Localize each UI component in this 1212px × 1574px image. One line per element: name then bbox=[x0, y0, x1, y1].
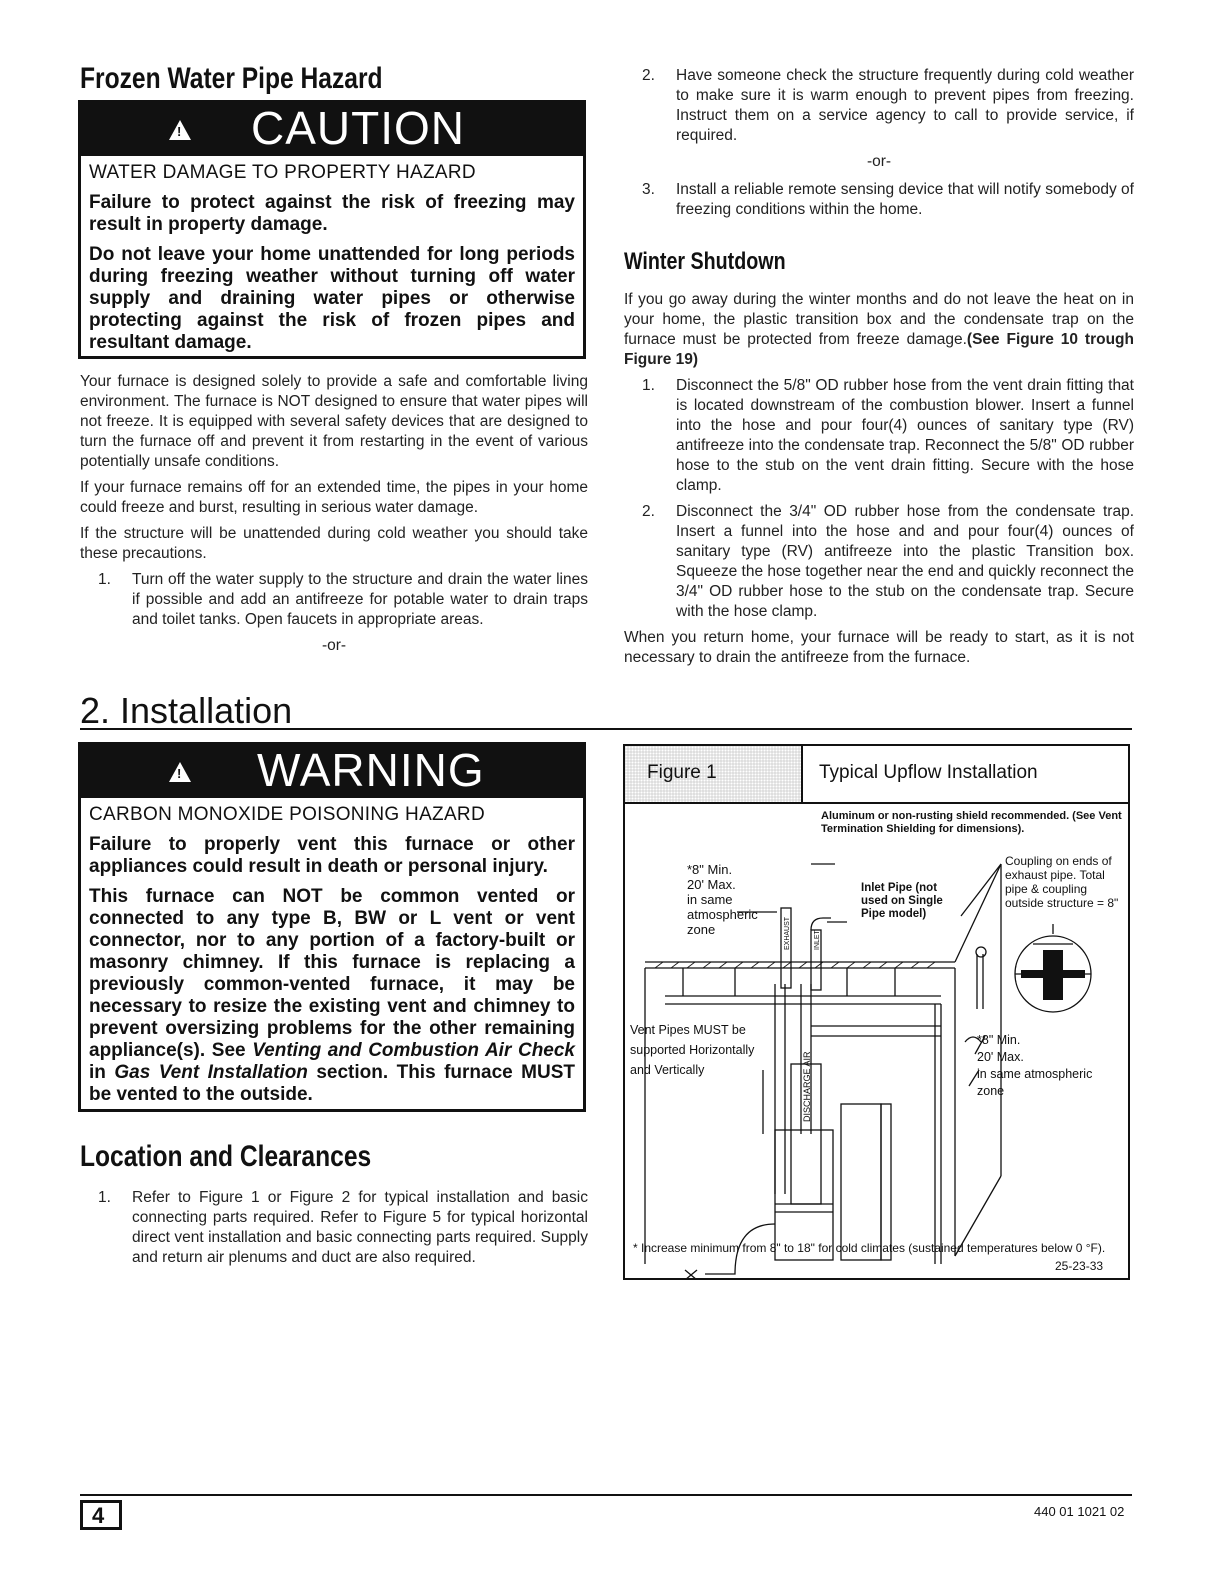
inlet-label: INLET bbox=[814, 930, 821, 950]
caution-word: CAUTION bbox=[251, 102, 465, 154]
caution-bar bbox=[81, 100, 583, 156]
exhaust-label: EXHAUST bbox=[784, 916, 791, 950]
warning-triangle-icon bbox=[169, 120, 191, 140]
step-text: Install a reliable remote sensing device that will notify somebody of freezing conditions within the home. bbox=[676, 181, 1134, 218]
winter-heading: Winter Shutdown bbox=[624, 248, 786, 275]
warning-text-1: Failure to properly vent this furnace or other appliances could result in death or personal injury. bbox=[89, 834, 575, 877]
frozen-heading: Frozen Water Pipe Hazard bbox=[80, 62, 383, 95]
figure-code: 25-23-33 bbox=[1055, 1259, 1104, 1273]
winter-figure-ref: (See Figure 10 trough Figure 19) bbox=[624, 331, 1134, 368]
section-rule bbox=[80, 728, 1132, 730]
step-number: 3. bbox=[642, 181, 655, 198]
warning-text-2 bbox=[89, 886, 575, 1106]
page-number: 4 bbox=[92, 1503, 105, 1528]
warning-box bbox=[78, 742, 586, 1112]
location-step-1 bbox=[80, 1188, 588, 1268]
winter-intro bbox=[624, 290, 1134, 370]
vent-support-note: Vent Pipes MUST be supported Horizontally and Vertically bbox=[630, 1023, 755, 1077]
winter-step-2 bbox=[624, 502, 1134, 622]
or-separator-2: -or- bbox=[866, 153, 892, 170]
warning-text-2b: in bbox=[89, 1062, 115, 1083]
warning-triangle-icon bbox=[169, 762, 191, 782]
step-text: Turn off the water supply to the structure and drain the water lines if possible and add an antifreeze for potable water to drain traps and toilet tanks. Open faucets in appropriate areas. bbox=[132, 571, 588, 628]
figure-tab-label: Figure 1 bbox=[647, 762, 717, 783]
step-number: 1. bbox=[98, 1189, 111, 1206]
winter-intro-text: If you go away during the winter months and do not leave the heat on in your home, the plastic transition box and the condensate trap on the furnace must be protected from freeze damage. bbox=[624, 291, 1134, 348]
step-number: 2. bbox=[642, 67, 655, 84]
doc-number: 440 01 1021 02 bbox=[1034, 1504, 1125, 1519]
return-duct bbox=[841, 1104, 881, 1260]
venting-check-ref: Venting and Combustion Air Check bbox=[252, 1040, 576, 1061]
figure-title-cell bbox=[801, 746, 1128, 804]
caution-text-1: Failure to protect against the risk of freezing may result in property damage. bbox=[89, 192, 575, 235]
frozen-para-2: If your furnace remains off for an extended time, the pipes in your home could freeze and burst, resulting in serious water damage. bbox=[80, 479, 588, 516]
gas-vent-ref: Gas Vent Installation bbox=[114, 1062, 308, 1083]
warning-word: WARNING bbox=[257, 744, 485, 796]
winter-closing: When you return home, your furnace will be ready to start, as it is not necessary to drain the antifreeze from the furnace. bbox=[624, 629, 1134, 666]
coupling-note: Coupling on ends of exhaust pipe. Total pipe & coupling outside structure = 8" bbox=[1005, 854, 1119, 910]
caution-box bbox=[78, 100, 586, 359]
or-separator-1: -or- bbox=[321, 637, 347, 654]
caution-text-2: Do not leave your home unattended for long periods during freezing weather without turning off water supply and draining water pipes or otherwise protecting against the risk of frozen pipes and resultant damage. bbox=[89, 244, 575, 353]
shield-note: Aluminum or non-rusting shield recommended. (See Vent Termination Shielding for dimensions). bbox=[821, 810, 1122, 835]
step-number: 2. bbox=[642, 503, 655, 520]
frozen-para-3: If the structure will be unattended during cold weather you should take these precautions. bbox=[80, 525, 588, 562]
winter-step-1 bbox=[624, 376, 1134, 496]
figure-footnote: * Increase minimum from 8" to 18" for cold climates (sustained temperatures below 0 °F). bbox=[633, 1241, 1106, 1255]
step-text: Have someone check the structure frequently during cold weather to make sure it is warm enough to prevent pipes from freezing. Instruct them on a service agency to call to provide service, if required. bbox=[676, 67, 1134, 144]
step-number: 1. bbox=[642, 377, 655, 394]
step-text: Disconnect the 5/8" OD rubber hose from the vent drain fitting that is located downstream of the combustion blower. Insert a funnel into the hose and pour four(4) ounces of sanitary type (RV) antifreeze into the condensate trap. Reconnect the 5/8" OD rubber hose to the stub on the vent drain fitting. Secure with the hose clamp. bbox=[676, 377, 1134, 494]
step-number: 1. bbox=[98, 571, 111, 588]
min-distance-right: *8" Min. 20' Max. in same atmospheric zone bbox=[977, 1033, 1093, 1098]
warning-title: CARBON MONOXIDE POISONING HAZARD bbox=[89, 804, 485, 825]
location-body bbox=[80, 1188, 588, 1274]
min-distance-left: *8" Min. 20' Max. in same atmospheric zone bbox=[687, 862, 758, 937]
discharge-label: DISCHARGE AIR bbox=[802, 1051, 812, 1122]
figure-title: Typical Upflow Installation bbox=[819, 762, 1038, 783]
frozen-para-1: Your furnace is designed solely to provide a safe and comfortable living environment. The furnace is NOT designed to ensure that water pipes will not freeze. It is equipped with several safety devices that are designed to turn the furnace off and prevent it from restarting in the event of various potentially unsafe conditions. bbox=[80, 373, 588, 470]
figure-tab bbox=[625, 746, 803, 804]
step-text: Refer to Figure 1 or Figure 2 for typical installation and basic connecting parts required. Refer to Figure 5 for typical horizontal direct vent installation and basic connecting parts required. Supply and return air plenums and duct are also required. bbox=[132, 1189, 588, 1266]
footer-rule bbox=[80, 1494, 1132, 1496]
inlet-pipe-note: Inlet Pipe (not used on Single Pipe model) bbox=[861, 882, 943, 920]
frozen-body bbox=[80, 372, 588, 656]
figure-1 bbox=[623, 744, 1130, 1280]
page-number-box bbox=[80, 1500, 122, 1530]
step-text: Disconnect the 3/4" OD rubber hose from the condensate trap. Insert a funnel into the hose and and pour four(4) ounces of sanitary type (RV) antifreeze into the plastic Transition box. Squeeze the hose together near the end and quickly reconnect the 3/4" OD rubber hose to the stub on the condensate trap. Secure with the hose clamp. bbox=[676, 503, 1134, 620]
caution-title: WATER DAMAGE TO PROPERTY HAZARD bbox=[89, 162, 476, 183]
frozen-step-3 bbox=[624, 180, 1134, 220]
winter-body bbox=[624, 290, 1134, 674]
frozen-step-1 bbox=[80, 570, 588, 630]
warning-text-2a: This furnace can NOT be common vented or connected to any type B, BW or L vent or vent connector, nor to any portion of a factory-built or masonry chimney. If this furnace is replacing a previously common-vented furnace, it may be necessary to resize the existing vent and chimney to prevent oversizing problems for the other remaining appliance(s). See bbox=[89, 886, 575, 1061]
frozen-step-2 bbox=[624, 66, 1134, 146]
location-heading: Location and Clearances bbox=[80, 1140, 372, 1173]
frozen-continued bbox=[624, 66, 1134, 226]
warning-text-2c: section. This furnace MUST be vented to the outside. bbox=[89, 1062, 575, 1105]
installation-heading: 2. Installation bbox=[80, 690, 293, 731]
warning-bar bbox=[81, 742, 583, 798]
